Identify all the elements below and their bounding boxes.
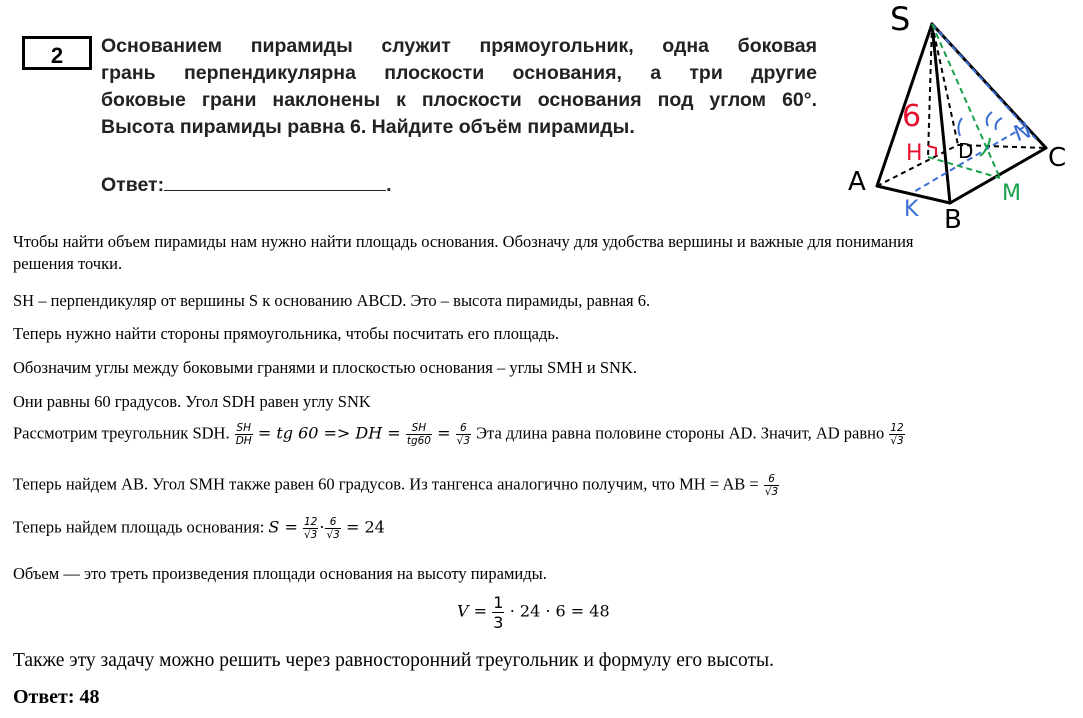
problem-line-3: боковые грани наклонены к плоскости основания под углом 60°. xyxy=(101,89,817,111)
frac-den: tg60 xyxy=(406,435,431,447)
solution-paragraph-2: SH – перпендикуляр от вершины S к основанию ABCD. Это – высота пирамиды, равная 6. xyxy=(13,291,651,310)
right-angle-red xyxy=(928,146,936,156)
p8-S: S = xyxy=(268,517,298,537)
solution-paragraph-1 xyxy=(13,231,914,275)
p6-equals: = xyxy=(437,423,451,443)
p8-dot: · xyxy=(319,517,325,537)
fraction-6-sqrt3-ab xyxy=(764,473,779,498)
answer-field xyxy=(101,172,392,197)
frac-num: SH xyxy=(406,422,432,435)
vol-V: V = xyxy=(457,601,488,621)
fraction-6-sqrt3 xyxy=(456,422,471,447)
angle-mark-blue-2 xyxy=(987,112,992,126)
angle-mark-blue-3 xyxy=(996,118,1002,130)
frac-num: 12 xyxy=(890,422,904,434)
point-label-H: H xyxy=(906,141,923,166)
problem-line-1: Основанием пирамиды служит прямоугольник, одна боковая xyxy=(101,35,817,57)
p6-text-post: Эта длина равна половине стороны AD. Значит, AD равно xyxy=(476,423,885,443)
vol-rest: · 24 · 6 = 48 xyxy=(509,601,610,621)
height-label-6: 6 xyxy=(902,99,922,134)
frac-den: √3 xyxy=(890,435,904,447)
frac-num: 1 xyxy=(493,593,504,612)
volume-formula xyxy=(457,593,610,632)
answer-blank xyxy=(164,172,386,191)
frac-den: √3 xyxy=(326,529,340,541)
edge-SB xyxy=(932,24,950,203)
frac-num: SH xyxy=(236,422,251,434)
frac-num: 6 xyxy=(456,422,471,435)
fraction-area-2 xyxy=(325,516,340,541)
fraction-SH-DH xyxy=(235,422,253,447)
frac-den: DH xyxy=(235,435,252,447)
edge-SD xyxy=(932,24,958,145)
p8-text: Теперь найдем площадь основания: xyxy=(13,517,265,537)
solution-paragraph-8 xyxy=(13,516,385,541)
p6-text-pre: Рассмотрим треугольник SDH. xyxy=(13,423,230,443)
problem-number: 2 xyxy=(22,36,92,70)
solution-p1-line2: решения точки. xyxy=(13,254,123,273)
frac-num: 6 xyxy=(764,473,779,486)
problem-line-4: Высота пирамиды равна 6. Найдите объём пирамиды. xyxy=(101,116,635,138)
p7-text: Теперь найдем AB. Угол SMH также равен 60 градусов. Из тангенса аналогично получим, что MH = AB = xyxy=(13,474,759,494)
pyramid-figure xyxy=(840,0,1083,232)
vertex-label-D: D xyxy=(958,139,974,163)
solution-p1-line1: Чтобы найти объем пирамиды нам нужно найти площадь основания. Обозначу для удобства вершины и важные для понимания xyxy=(13,232,914,251)
frac-num: 12 xyxy=(303,516,318,528)
solution-paragraph-3: Теперь нужно найти стороны прямоугольника, чтобы посчитать его площадь. xyxy=(13,324,560,343)
frac-den: √3 xyxy=(456,435,471,447)
point-label-K: K xyxy=(904,197,919,222)
answer-period: . xyxy=(386,174,392,196)
problem-line-2: грань перпендикулярна плоскости основания, а три другие xyxy=(101,62,817,84)
vertex-label-S: S xyxy=(890,0,911,38)
edge-SH xyxy=(928,24,932,157)
solution-paragraph-5: Они равны 60 градусов. Угол SDH равен углу SNK xyxy=(13,392,371,411)
frac-num: 6 xyxy=(325,516,340,529)
problem-statement xyxy=(101,33,817,141)
frac-den: 3 xyxy=(493,613,504,632)
fraction-12-sqrt3 xyxy=(889,422,904,447)
angle-mark-blue-1 xyxy=(958,118,962,136)
p8-result: = 24 xyxy=(345,517,385,537)
point-label-N: N xyxy=(1010,118,1035,148)
fraction-area-1 xyxy=(303,516,318,541)
vertex-label-C: C xyxy=(1048,143,1067,173)
solution-paragraph-9: Объем — это треть произведения площади основания на высоту пирамиды. xyxy=(13,564,547,583)
solution-paragraph-4: Обозначим углы между боковыми гранями и плоскостью основания – углы SMH и SNK. xyxy=(13,358,637,377)
final-answer: Ответ: 48 xyxy=(13,686,100,708)
vertex-label-B: B xyxy=(944,205,962,232)
point-label-M: M xyxy=(1002,181,1021,206)
solution-paragraph-6 xyxy=(13,422,906,447)
vertex-label-A: A xyxy=(848,167,866,197)
p6-equation-1: = tg 60 => DH = xyxy=(257,423,401,443)
fraction-SH-tg60 xyxy=(406,422,432,447)
frac-den: √3 xyxy=(764,486,779,498)
fraction-one-third xyxy=(492,593,504,632)
alternative-method-note: Также эту задачу можно решить через равносторонний треугольник и формулу его высоты. xyxy=(13,650,774,671)
frac-den: √3 xyxy=(303,529,318,541)
solution-paragraph-7 xyxy=(13,473,780,498)
answer-label: Ответ: xyxy=(101,174,165,196)
